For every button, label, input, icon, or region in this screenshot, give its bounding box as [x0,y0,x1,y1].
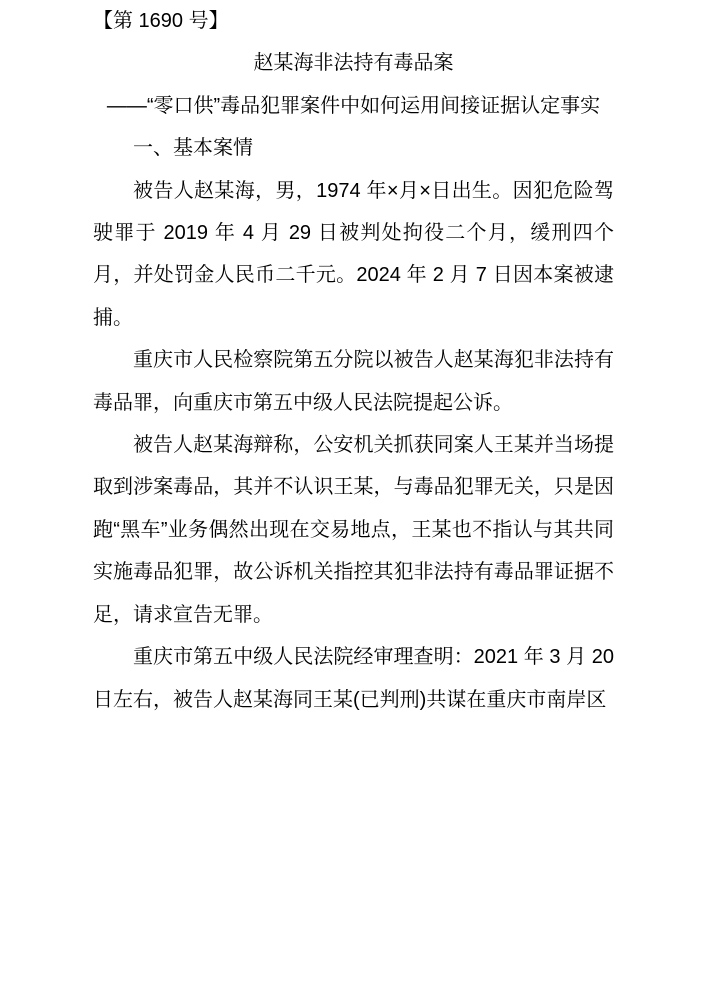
paragraph-court-findings: 重庆市第五中级人民法院经审理查明：2021 年 3 月 20 日左右，被告人赵某海同王某(已判刑)共谋在重庆市南岸区 [93,646,614,711]
doc-number: 【第 1690 号】 [93,10,229,32]
case-subtitle: ——“零口供”毒品犯罪案件中如何运用间接证据认定事实 [106,94,601,117]
document-content [93,0,614,721]
paragraph-prosecution: 重庆市人民检察院第五分院以被告人赵某海犯非法持有毒品罪，向重庆市第五中级人民法院提起公诉。 [93,349,614,414]
paragraph-defense-argument: 被告人赵某海辩称，公安机关抓获同案人王某并当场提取到涉案毒品，其并不认识王某，与毒品犯罪无关，只是因跑“黑车”业务偶然出现在交易地点，王某也不指认与其共同实施毒品犯罪，故公诉机关指控其犯非法持有毒品罪证据不足，请求宣告无罪。 [93,434,614,626]
paragraph-defendant-info: 被告人赵某海，男，1974 年×月×日出生。因犯危险驾驶罪于 2019 年 4 月 29 日被判处拘役二个月，缓刑四个月，并处罚金人民币二千元。2024 年 2 月 7 日因本案被逮捕。 [93,179,614,329]
case-title: 赵某海非法持有毒品案 [253,52,454,75]
section-heading-basic-facts: 一、基本案情 [133,137,253,160]
